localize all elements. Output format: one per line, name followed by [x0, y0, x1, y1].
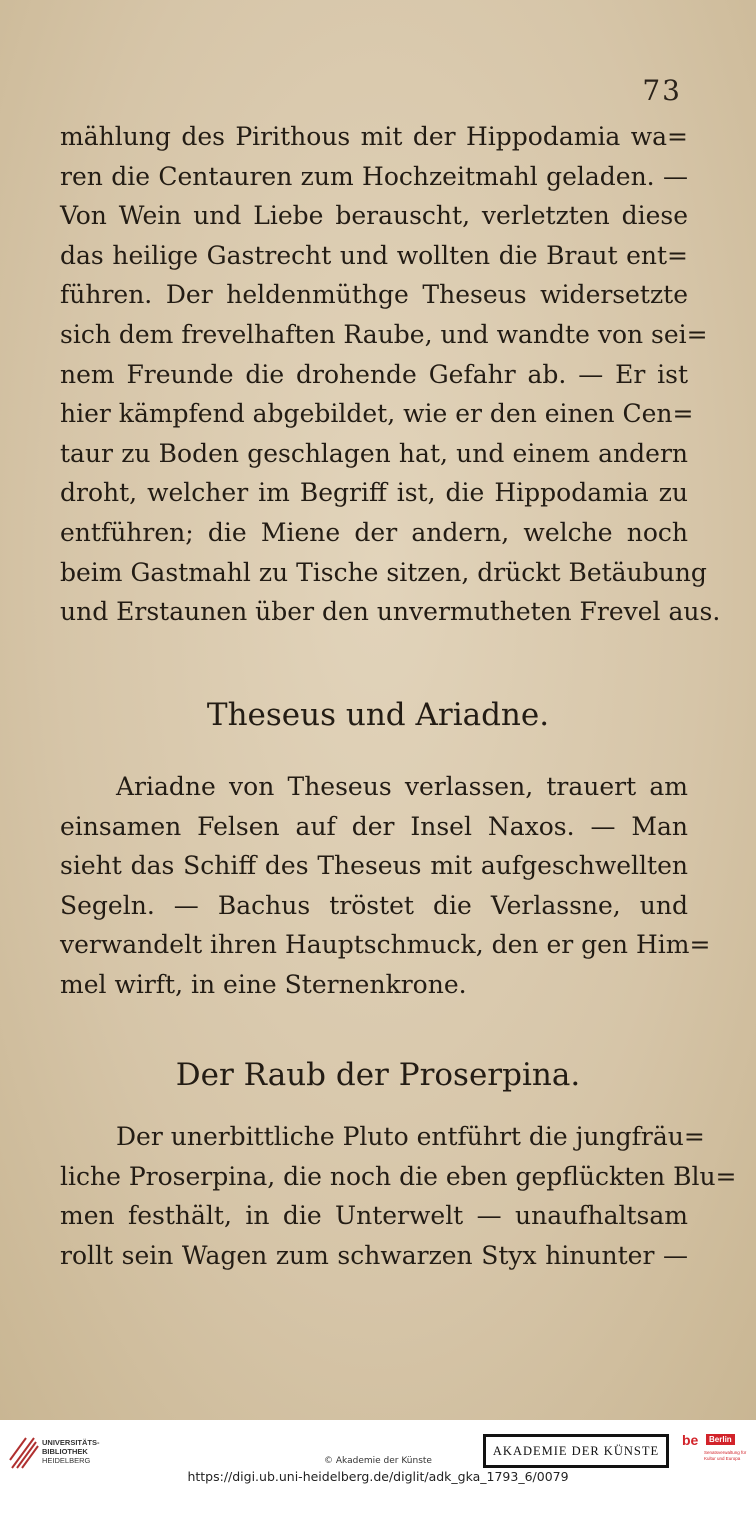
text-line: men festhält, in die Unterwelt — unaufhaltsam: [60, 1201, 688, 1231]
text-line: Segeln. — Bachus tröstet die Verlassne, und: [60, 890, 688, 920]
berlin-logo-subtitle: Senatsverwaltung für Kultur und Europa: [704, 1450, 747, 1461]
text-line: entführen; die Miene der andern, welche noch: [60, 517, 688, 547]
akademie-logo-text: AKADEMIE DER KÜNSTE: [486, 1437, 666, 1465]
paragraph-1: [60, 117, 721, 632]
text-line: mählung des Pirithous mit der Hippodamia wa=: [60, 122, 688, 151]
library-logo-icon: [8, 1432, 40, 1472]
text-line: verwandelt ihren Hauptschmuck, den er gen Him=: [60, 930, 711, 960]
paragraph-2: [60, 767, 711, 1005]
text-line: droht, welcher im Begriff ist, die Hippodamia zu: [60, 478, 688, 508]
library-logo-line: BIBLIOTHEK: [42, 1447, 88, 1456]
footer: [0, 1420, 756, 1516]
text-line: taur zu Boden geschlagen hat, und einem andern: [60, 438, 688, 468]
section-heading: Theseus und Ariadne.: [206, 697, 550, 733]
section-heading: Der Raub der Proserpina.: [175, 1057, 581, 1093]
text-line: Ariadne von Theseus verlassen, trauert am: [116, 772, 688, 801]
text-line: das heilige Gastrecht und wollten die Braut ent=: [60, 240, 688, 270]
text-line: beim Gastmahl zu Tische sitzen, drückt Betäubung: [60, 557, 707, 587]
copyright-notice: © Akademie der Künste: [324, 1456, 432, 1466]
text-line: ren die Centauren zum Hochzeitmahl geladen. —: [60, 161, 688, 191]
text-line: hier kämpfend abgebildet, wie er den einen Cen=: [60, 399, 694, 429]
text-line: führen. Der heldenmüthge Theseus widersetzte: [60, 280, 688, 310]
text-line: mel wirft, in eine Sternenkrone.: [60, 969, 467, 999]
text-line: Der unerbittliche Pluto entführt die jungfräu=: [116, 1122, 705, 1151]
text-line: rollt sein Wagen zum schwarzen Styx hinunter —: [60, 1240, 688, 1270]
text-line: sieht das Schiff des Theseus mit aufgeschwellten: [60, 851, 688, 881]
text-line: einsamen Felsen auf der Insel Naxos. — Man: [60, 811, 688, 841]
paragraph-3: [60, 1117, 737, 1275]
text-line: liche Proserpina, die noch die eben gepflückten Blu=: [60, 1161, 737, 1191]
page-number: 73: [642, 74, 682, 107]
library-logo-line: UNIVERSITÄTS-: [42, 1438, 100, 1447]
text-line: und Erstaunen über den unvermutheten Frevel aus.: [60, 597, 721, 627]
berlin-logo-be: be: [682, 1432, 699, 1448]
text-line: nem Freunde die drohende Gefahr ab. — Er ist: [60, 359, 688, 389]
text-line: sich dem frevelhaften Raube, und wandte von sei=: [60, 319, 708, 349]
source-url[interactable]: https://digi.ub.uni-heidelberg.de/diglit/adk_gka_1793_6/0079: [187, 1469, 569, 1484]
text-line: Von Wein und Liebe berauscht, verletzten diese: [60, 201, 688, 231]
library-logo-line: HEIDELBERG: [42, 1456, 91, 1465]
berlin-logo-tag: Berlin: [706, 1434, 735, 1445]
